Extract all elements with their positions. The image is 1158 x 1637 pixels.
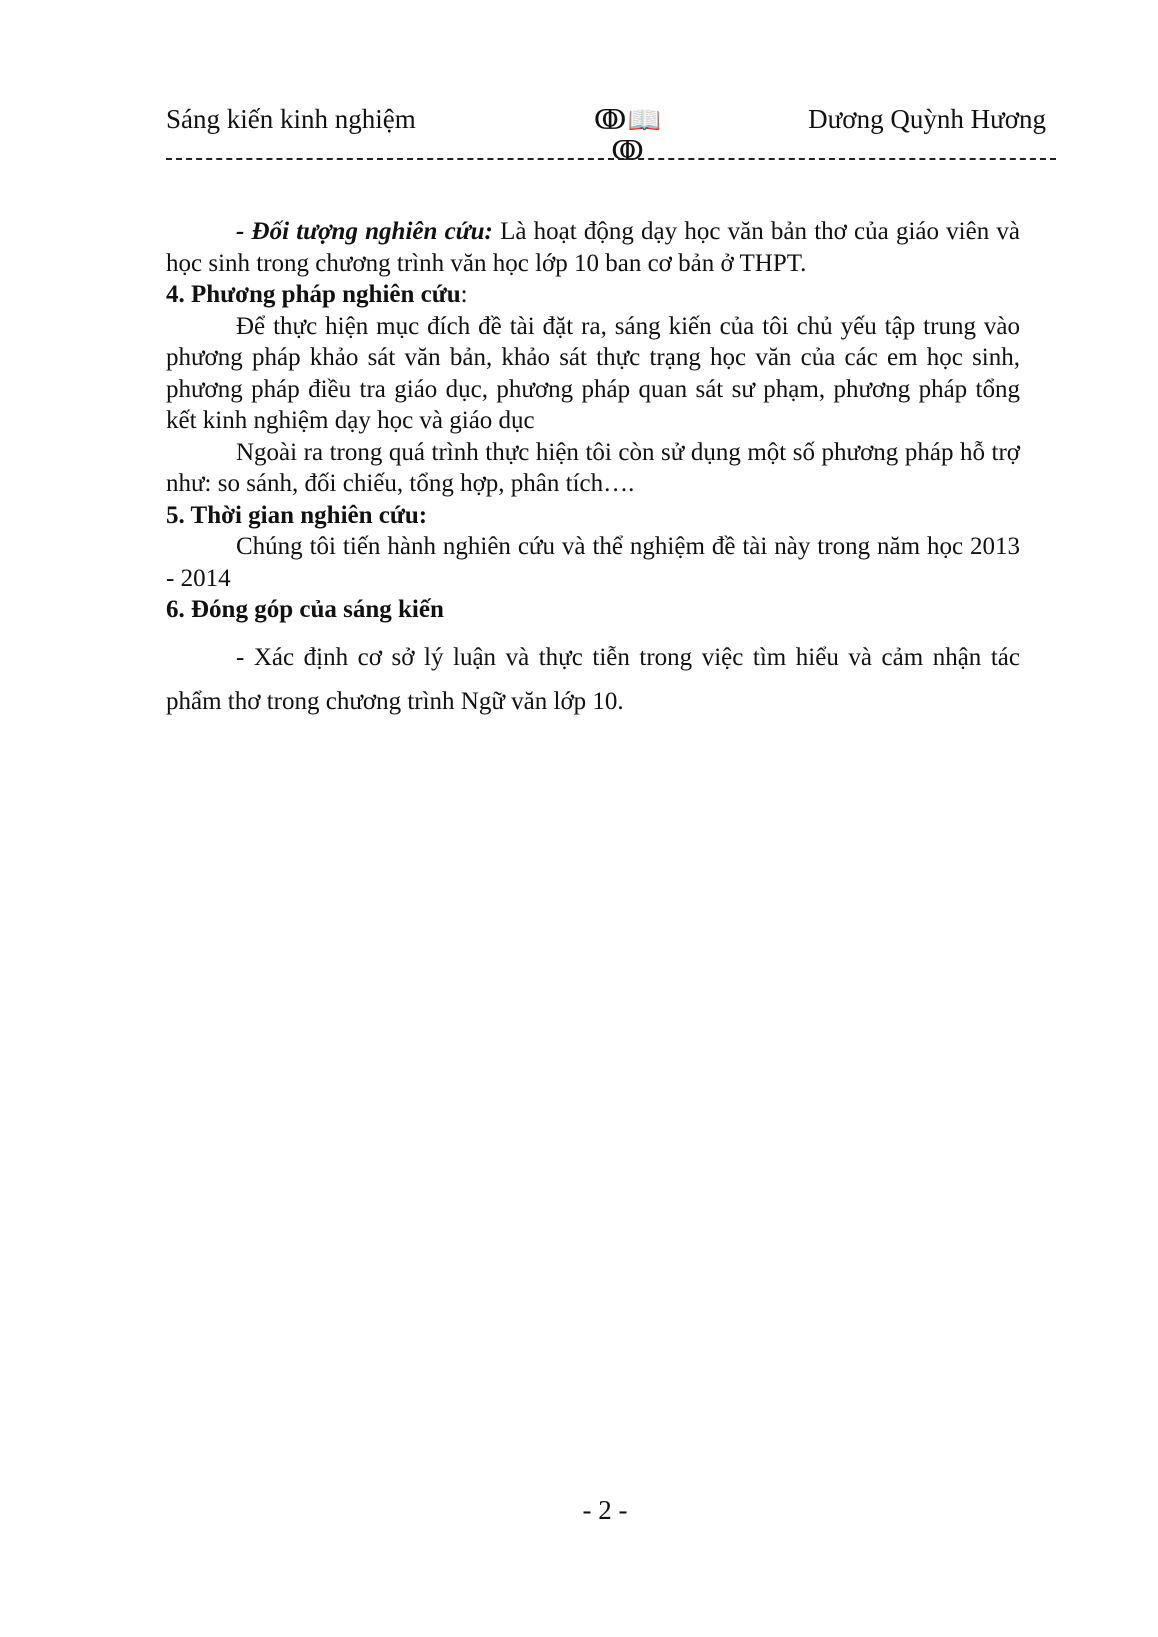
section-4-heading-text: 4. Phương pháp nghiên cứu bbox=[166, 281, 461, 308]
section-6-paragraph: - Xác định cơ sở lý luận và thực tiễn trong việc tìm hiểu và cảm nhận tác phẩm thơ trong chương trình Ngữ văn lớp 10. bbox=[166, 643, 1020, 715]
section-5-paragraph: Chúng tôi tiến hành nghiên cứu và thể nghiệm đề tài này trong năm học 2013 - 2014 bbox=[166, 533, 1020, 592]
header-dashed-rule bbox=[166, 158, 1056, 160]
book-ornament-icon: ↂ📖ↂ bbox=[593, 105, 663, 166]
research-object-label: - Đối tượng nghiên cứu: bbox=[236, 218, 493, 245]
document-body bbox=[166, 216, 1020, 724]
section-4-paragraph-1: Để thực hiện mục đích đề tài đặt ra, sáng kiến của tôi chủ yếu tập trung vào phương pháp khảo sát văn bản, khảo sát thực trạng học văn của các em học sinh, phương pháp điều tra giáo dục, phương pháp quan sát sư phạm, phương pháp tổng kết kinh nghiệm dạy học và giáo dục bbox=[166, 312, 1020, 434]
header-title: Sáng kiến kinh nghiệm bbox=[166, 104, 416, 134]
research-object-text: Là hoạt động dạy học văn bản thơ của giáo viên và học sinh trong chương trình văn học lớp 10 ban cơ bản ở THPT. bbox=[166, 218, 1020, 277]
research-object-paragraph bbox=[166, 216, 1020, 279]
section-6-heading: 6. Đóng góp của sáng kiến bbox=[166, 596, 444, 623]
section-4-paragraph-2: Ngoài ra trong quá trình thực hiện tôi còn sử dụng một số phương pháp hỗ trợ như: so sánh, đối chiếu, tổng hợp, phân tích…. bbox=[166, 438, 1020, 497]
section-5-heading: 5. Thời gian nghiên cứu: bbox=[166, 501, 428, 529]
page-header bbox=[166, 104, 1046, 166]
section-4-heading-colon: : bbox=[460, 281, 468, 308]
section-4-heading bbox=[166, 279, 1020, 311]
header-author: Dương Quỳnh Hương bbox=[808, 104, 1046, 134]
page-number: - 2 - bbox=[582, 1495, 628, 1525]
